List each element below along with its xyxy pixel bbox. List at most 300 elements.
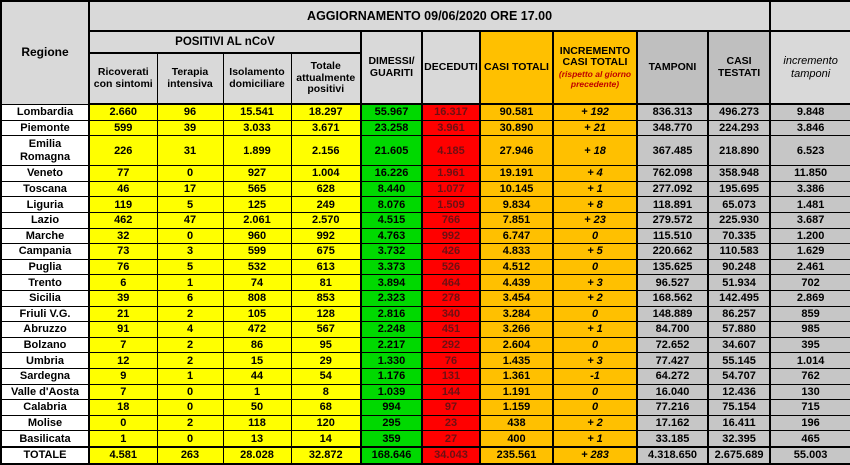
region-cell: Puglia <box>1 259 89 275</box>
region-cell: Valle d'Aosta <box>1 384 89 400</box>
table-row <box>1 228 850 244</box>
cell-totale-positivi: 249 <box>291 197 361 213</box>
cell-ricoverati: 119 <box>89 197 157 213</box>
cell-casi-testati: 90.248 <box>708 259 770 275</box>
cell-incremento-casi: + 3 <box>553 275 637 291</box>
cell-terapia-intensiva: 6 <box>157 291 223 307</box>
table-row <box>1 181 850 197</box>
cell-totale-positivi: 14 <box>291 431 361 447</box>
cell-totale-positivi: 8 <box>291 384 361 400</box>
table-row <box>1 244 850 260</box>
incremento-note: (rispetto al giorno precedente) <box>558 69 632 89</box>
cell-casi-testati: 54.707 <box>708 369 770 385</box>
cell-incremento-casi: + 1 <box>553 322 637 338</box>
cell-incremento-casi: + 1 <box>553 431 637 447</box>
cell-incremento-tamponi: 2.461 <box>770 259 850 275</box>
cell-tamponi: 77.216 <box>637 400 708 416</box>
cell-casi-totali: 6.747 <box>480 228 553 244</box>
cell-dimessi-guariti: 2.323 <box>361 291 422 307</box>
cell-incremento-tamponi: 702 <box>770 275 850 291</box>
cell-casi-testati: 34.607 <box>708 337 770 353</box>
cell-dimessi-guariti: 21.605 <box>361 136 422 166</box>
cell-isolamento: 15 <box>223 353 291 369</box>
column-header-tamponi: TAMPONI <box>637 31 708 104</box>
cell-isolamento: 28.028 <box>223 447 291 464</box>
region-cell: Molise <box>1 415 89 431</box>
cell-casi-testati: 358.948 <box>708 166 770 182</box>
cell-terapia-intensiva: 31 <box>157 136 223 166</box>
cell-dimessi-guariti: 4.515 <box>361 213 422 229</box>
cell-dimessi-guariti: 1.330 <box>361 353 422 369</box>
cell-terapia-intensiva: 0 <box>157 400 223 416</box>
cell-incremento-tamponi: 9.848 <box>770 104 850 120</box>
table-row <box>1 447 850 464</box>
cell-casi-testati: 218.890 <box>708 136 770 166</box>
cell-totale-positivi: 1.004 <box>291 166 361 182</box>
region-cell: Abruzzo <box>1 322 89 338</box>
cell-casi-totali: 4.512 <box>480 259 553 275</box>
cell-dimessi-guariti: 3.894 <box>361 275 422 291</box>
cell-deceduti: 292 <box>422 337 480 353</box>
corner-empty-cell <box>770 1 850 31</box>
cell-incremento-casi: 0 <box>553 337 637 353</box>
cell-casi-testati: 32.395 <box>708 431 770 447</box>
cell-dimessi-guariti: 4.763 <box>361 228 422 244</box>
cell-ricoverati: 91 <box>89 322 157 338</box>
cell-casi-testati: 65.073 <box>708 197 770 213</box>
table-row <box>1 213 850 229</box>
table-row <box>1 104 850 120</box>
cell-incremento-tamponi: 196 <box>770 415 850 431</box>
cell-ricoverati: 4.581 <box>89 447 157 464</box>
cell-isolamento: 13 <box>223 431 291 447</box>
cell-tamponi: 148.889 <box>637 306 708 322</box>
update-title: AGGIORNAMENTO 09/06/2020 ORE 17.00 <box>89 1 770 31</box>
cell-casi-testati: 86.257 <box>708 306 770 322</box>
cell-deceduti: 1.077 <box>422 181 480 197</box>
cell-dimessi-guariti: 2.217 <box>361 337 422 353</box>
cell-casi-totali: 400 <box>480 431 553 447</box>
cell-terapia-intensiva: 5 <box>157 259 223 275</box>
cell-ricoverati: 6 <box>89 275 157 291</box>
column-header-ricoverati: Ricoverati con sintomi <box>89 53 157 104</box>
cell-tamponi: 220.662 <box>637 244 708 260</box>
region-cell: Trento <box>1 275 89 291</box>
cell-tamponi: 4.318.650 <box>637 447 708 464</box>
cell-isolamento: 565 <box>223 181 291 197</box>
cell-dimessi-guariti: 295 <box>361 415 422 431</box>
cell-incremento-casi: 0 <box>553 400 637 416</box>
cell-terapia-intensiva: 39 <box>157 120 223 136</box>
cell-totale-positivi: 68 <box>291 400 361 416</box>
cell-dimessi-guariti: 3.732 <box>361 244 422 260</box>
cell-casi-testati: 195.695 <box>708 181 770 197</box>
table-row <box>1 431 850 447</box>
cell-incremento-tamponi: 395 <box>770 337 850 353</box>
cell-incremento-casi: + 5 <box>553 244 637 260</box>
region-cell: Veneto <box>1 166 89 182</box>
cell-casi-totali: 1.361 <box>480 369 553 385</box>
cell-casi-totali: 3.266 <box>480 322 553 338</box>
cell-dimessi-guariti: 8.076 <box>361 197 422 213</box>
cell-dimessi-guariti: 23.258 <box>361 120 422 136</box>
cell-totale-positivi: 992 <box>291 228 361 244</box>
cell-isolamento: 15.541 <box>223 104 291 120</box>
column-header-isolamento: Isolamento domiciliare <box>223 53 291 104</box>
cell-totale-positivi: 628 <box>291 181 361 197</box>
region-cell: Lombardia <box>1 104 89 120</box>
cell-casi-totali: 27.946 <box>480 136 553 166</box>
cell-totale-positivi: 54 <box>291 369 361 385</box>
cell-tamponi: 115.510 <box>637 228 708 244</box>
cell-casi-totali: 90.581 <box>480 104 553 120</box>
cell-terapia-intensiva: 3 <box>157 244 223 260</box>
cell-incremento-casi: + 4 <box>553 166 637 182</box>
cell-incremento-casi: + 283 <box>553 447 637 464</box>
cell-tamponi: 348.770 <box>637 120 708 136</box>
table-row <box>1 197 850 213</box>
group-header-positivi: POSITIVI AL nCoV <box>89 31 361 53</box>
cell-totale-positivi: 128 <box>291 306 361 322</box>
cell-totale-positivi: 3.671 <box>291 120 361 136</box>
table-row <box>1 136 850 166</box>
column-header-incremento-casi <box>553 31 637 104</box>
incremento-line2: CASI TOTALI <box>562 56 628 69</box>
cell-casi-totali: 235.561 <box>480 447 553 464</box>
cell-casi-testati: 142.495 <box>708 291 770 307</box>
cell-totale-positivi: 675 <box>291 244 361 260</box>
cell-incremento-casi: + 18 <box>553 136 637 166</box>
cell-tamponi: 836.313 <box>637 104 708 120</box>
region-column-header: Regione <box>1 1 89 104</box>
region-cell: Emilia Romagna <box>1 136 89 166</box>
cell-terapia-intensiva: 2 <box>157 415 223 431</box>
cell-incremento-casi: + 23 <box>553 213 637 229</box>
cell-deceduti: 23 <box>422 415 480 431</box>
table-row <box>1 369 850 385</box>
cell-tamponi: 84.700 <box>637 322 708 338</box>
cell-incremento-casi: + 3 <box>553 353 637 369</box>
cell-deceduti: 464 <box>422 275 480 291</box>
cell-totale-positivi: 567 <box>291 322 361 338</box>
cell-isolamento: 3.033 <box>223 120 291 136</box>
cell-terapia-intensiva: 47 <box>157 213 223 229</box>
cell-deceduti: 451 <box>422 322 480 338</box>
cell-ricoverati: 1 <box>89 431 157 447</box>
cell-tamponi: 96.527 <box>637 275 708 291</box>
cell-casi-testati: 55.145 <box>708 353 770 369</box>
table-row <box>1 384 850 400</box>
region-cell: Friuli V.G. <box>1 306 89 322</box>
cell-terapia-intensiva: 17 <box>157 181 223 197</box>
cell-deceduti: 278 <box>422 291 480 307</box>
cell-casi-totali: 1.159 <box>480 400 553 416</box>
cell-incremento-tamponi: 130 <box>770 384 850 400</box>
cell-casi-testati: 12.436 <box>708 384 770 400</box>
table-row <box>1 337 850 353</box>
cell-casi-totali: 438 <box>480 415 553 431</box>
cell-deceduti: 76 <box>422 353 480 369</box>
cell-ricoverati: 9 <box>89 369 157 385</box>
cell-isolamento: 599 <box>223 244 291 260</box>
cell-totale-positivi: 853 <box>291 291 361 307</box>
column-header-dimessi-guariti: DIMESSI/ GUARITI <box>361 31 422 104</box>
table-row <box>1 306 850 322</box>
cell-ricoverati: 21 <box>89 306 157 322</box>
cell-tamponi: 16.040 <box>637 384 708 400</box>
cell-tamponi: 118.891 <box>637 197 708 213</box>
cell-casi-testati: 496.273 <box>708 104 770 120</box>
cell-isolamento: 532 <box>223 259 291 275</box>
cell-casi-totali: 10.145 <box>480 181 553 197</box>
cell-incremento-tamponi: 55.003 <box>770 447 850 464</box>
cell-casi-testati: 110.583 <box>708 244 770 260</box>
cell-ricoverati: 7 <box>89 384 157 400</box>
cell-dimessi-guariti: 3.373 <box>361 259 422 275</box>
cell-ricoverati: 462 <box>89 213 157 229</box>
cell-dimessi-guariti: 16.226 <box>361 166 422 182</box>
table-row <box>1 275 850 291</box>
cell-isolamento: 2.061 <box>223 213 291 229</box>
incremento-line1: INCREMENTO <box>559 44 631 57</box>
cell-casi-totali: 9.834 <box>480 197 553 213</box>
cell-incremento-tamponi: 1.014 <box>770 353 850 369</box>
region-cell: Sicilia <box>1 291 89 307</box>
cell-terapia-intensiva: 2 <box>157 337 223 353</box>
cell-deceduti: 340 <box>422 306 480 322</box>
cell-isolamento: 960 <box>223 228 291 244</box>
region-cell: Marche <box>1 228 89 244</box>
cell-casi-totali: 4.439 <box>480 275 553 291</box>
cell-incremento-tamponi: 6.523 <box>770 136 850 166</box>
cell-terapia-intensiva: 1 <box>157 369 223 385</box>
cell-casi-totali: 7.851 <box>480 213 553 229</box>
table-row <box>1 291 850 307</box>
cell-ricoverati: 32 <box>89 228 157 244</box>
cell-incremento-tamponi: 1.200 <box>770 228 850 244</box>
cell-casi-testati: 70.335 <box>708 228 770 244</box>
cell-deceduti: 131 <box>422 369 480 385</box>
cell-incremento-casi: + 1 <box>553 181 637 197</box>
cell-ricoverati: 76 <box>89 259 157 275</box>
cell-incremento-tamponi: 985 <box>770 322 850 338</box>
cell-terapia-intensiva: 4 <box>157 322 223 338</box>
cell-totale-positivi: 613 <box>291 259 361 275</box>
cell-isolamento: 472 <box>223 322 291 338</box>
region-cell: TOTALE <box>1 447 89 464</box>
column-header-casi-totali: CASI TOTALI <box>480 31 553 104</box>
cell-casi-totali: 3.454 <box>480 291 553 307</box>
cell-ricoverati: 73 <box>89 244 157 260</box>
cell-casi-totali: 2.604 <box>480 337 553 353</box>
cell-terapia-intensiva: 2 <box>157 306 223 322</box>
cell-deceduti: 16.317 <box>422 104 480 120</box>
cell-casi-testati: 225.930 <box>708 213 770 229</box>
cell-terapia-intensiva: 0 <box>157 228 223 244</box>
cell-totale-positivi: 120 <box>291 415 361 431</box>
cell-incremento-casi: + 2 <box>553 415 637 431</box>
region-cell: Basilicata <box>1 431 89 447</box>
cell-incremento-tamponi: 3.687 <box>770 213 850 229</box>
cell-incremento-casi: 0 <box>553 306 637 322</box>
cell-deceduti: 27 <box>422 431 480 447</box>
cell-incremento-tamponi: 11.850 <box>770 166 850 182</box>
table-row <box>1 353 850 369</box>
table-header <box>1 1 850 104</box>
cell-totale-positivi: 2.156 <box>291 136 361 166</box>
cell-isolamento: 927 <box>223 166 291 182</box>
cell-incremento-casi: + 21 <box>553 120 637 136</box>
cell-deceduti: 526 <box>422 259 480 275</box>
cell-dimessi-guariti: 1.176 <box>361 369 422 385</box>
cell-dimessi-guariti: 1.039 <box>361 384 422 400</box>
column-header-casi-testati: CASI TESTATI <box>708 31 770 104</box>
column-header-totale-positivi: Totale attualmente positivi <box>291 53 361 104</box>
cell-ricoverati: 0 <box>89 415 157 431</box>
cell-deceduti: 97 <box>422 400 480 416</box>
table-row <box>1 400 850 416</box>
cell-isolamento: 118 <box>223 415 291 431</box>
cell-tamponi: 367.485 <box>637 136 708 166</box>
cell-totale-positivi: 18.297 <box>291 104 361 120</box>
table-row <box>1 259 850 275</box>
cell-casi-totali: 1.435 <box>480 353 553 369</box>
cell-casi-testati: 51.934 <box>708 275 770 291</box>
region-cell: Piemonte <box>1 120 89 136</box>
cell-incremento-tamponi: 3.386 <box>770 181 850 197</box>
cell-dimessi-guariti: 2.248 <box>361 322 422 338</box>
cell-tamponi: 277.092 <box>637 181 708 197</box>
cell-dimessi-guariti: 994 <box>361 400 422 416</box>
cell-isolamento: 74 <box>223 275 291 291</box>
cell-terapia-intensiva: 96 <box>157 104 223 120</box>
cell-totale-positivi: 81 <box>291 275 361 291</box>
cell-isolamento: 44 <box>223 369 291 385</box>
cell-incremento-tamponi: 3.846 <box>770 120 850 136</box>
cell-tamponi: 168.562 <box>637 291 708 307</box>
cell-dimessi-guariti: 168.646 <box>361 447 422 464</box>
cell-ricoverati: 77 <box>89 166 157 182</box>
cell-casi-testati: 75.154 <box>708 400 770 416</box>
cell-tamponi: 135.625 <box>637 259 708 275</box>
cell-tamponi: 33.185 <box>637 431 708 447</box>
region-cell: Umbria <box>1 353 89 369</box>
cell-incremento-tamponi: 715 <box>770 400 850 416</box>
cell-tamponi: 762.098 <box>637 166 708 182</box>
cell-deceduti: 1.961 <box>422 166 480 182</box>
column-header-deceduti: DECEDUTI <box>422 31 480 104</box>
cell-tamponi: 64.272 <box>637 369 708 385</box>
cell-deceduti: 3.961 <box>422 120 480 136</box>
cell-ricoverati: 226 <box>89 136 157 166</box>
cell-incremento-tamponi: 859 <box>770 306 850 322</box>
cell-casi-totali: 4.833 <box>480 244 553 260</box>
cell-isolamento: 1.899 <box>223 136 291 166</box>
cell-incremento-casi: -1 <box>553 369 637 385</box>
table-row <box>1 322 850 338</box>
cell-terapia-intensiva: 2 <box>157 353 223 369</box>
region-cell: Liguria <box>1 197 89 213</box>
cell-casi-totali: 19.191 <box>480 166 553 182</box>
cell-incremento-tamponi: 465 <box>770 431 850 447</box>
cell-deceduti: 992 <box>422 228 480 244</box>
cell-terapia-intensiva: 1 <box>157 275 223 291</box>
cell-dimessi-guariti: 2.816 <box>361 306 422 322</box>
region-cell: Campania <box>1 244 89 260</box>
cell-ricoverati: 599 <box>89 120 157 136</box>
cell-incremento-casi: 0 <box>553 228 637 244</box>
cell-incremento-tamponi: 1.481 <box>770 197 850 213</box>
table-row <box>1 415 850 431</box>
cell-deceduti: 766 <box>422 213 480 229</box>
table-row <box>1 166 850 182</box>
cell-totale-positivi: 32.872 <box>291 447 361 464</box>
cell-casi-totali: 3.284 <box>480 306 553 322</box>
cell-casi-testati: 57.880 <box>708 322 770 338</box>
cell-casi-totali: 30.890 <box>480 120 553 136</box>
cell-incremento-casi: 0 <box>553 259 637 275</box>
cell-deceduti: 34.043 <box>422 447 480 464</box>
cell-totale-positivi: 2.570 <box>291 213 361 229</box>
cell-isolamento: 125 <box>223 197 291 213</box>
cell-tamponi: 72.652 <box>637 337 708 353</box>
region-cell: Sardegna <box>1 369 89 385</box>
cell-deceduti: 1.509 <box>422 197 480 213</box>
cell-totale-positivi: 29 <box>291 353 361 369</box>
cell-casi-testati: 2.675.689 <box>708 447 770 464</box>
cell-deceduti: 426 <box>422 244 480 260</box>
cell-ricoverati: 12 <box>89 353 157 369</box>
cell-deceduti: 144 <box>422 384 480 400</box>
cell-totale-positivi: 95 <box>291 337 361 353</box>
cell-tamponi: 77.427 <box>637 353 708 369</box>
cell-isolamento: 86 <box>223 337 291 353</box>
table-body <box>1 104 850 464</box>
cell-isolamento: 1 <box>223 384 291 400</box>
cell-ricoverati: 2.660 <box>89 104 157 120</box>
cell-casi-totali: 1.191 <box>480 384 553 400</box>
region-cell: Calabria <box>1 400 89 416</box>
cell-ricoverati: 39 <box>89 291 157 307</box>
cell-dimessi-guariti: 8.440 <box>361 181 422 197</box>
cell-isolamento: 105 <box>223 306 291 322</box>
cell-ricoverati: 46 <box>89 181 157 197</box>
region-cell: Toscana <box>1 181 89 197</box>
cell-dimessi-guariti: 359 <box>361 431 422 447</box>
cell-terapia-intensiva: 0 <box>157 384 223 400</box>
cell-tamponi: 17.162 <box>637 415 708 431</box>
cell-deceduti: 4.185 <box>422 136 480 166</box>
cell-incremento-casi: + 2 <box>553 291 637 307</box>
cell-isolamento: 50 <box>223 400 291 416</box>
cell-terapia-intensiva: 263 <box>157 447 223 464</box>
cell-dimessi-guariti: 55.967 <box>361 104 422 120</box>
cell-casi-testati: 224.293 <box>708 120 770 136</box>
cell-terapia-intensiva: 0 <box>157 431 223 447</box>
cell-terapia-intensiva: 5 <box>157 197 223 213</box>
cell-casi-testati: 16.411 <box>708 415 770 431</box>
cell-ricoverati: 18 <box>89 400 157 416</box>
region-cell: Lazio <box>1 213 89 229</box>
cell-incremento-casi: 0 <box>553 384 637 400</box>
column-header-terapia-intensiva: Terapia intensiva <box>157 53 223 104</box>
cell-ricoverati: 7 <box>89 337 157 353</box>
cell-tamponi: 279.572 <box>637 213 708 229</box>
column-header-incremento-tamponi: incremento tamponi <box>770 31 850 104</box>
cell-terapia-intensiva: 0 <box>157 166 223 182</box>
table-row <box>1 120 850 136</box>
cell-incremento-tamponi: 762 <box>770 369 850 385</box>
